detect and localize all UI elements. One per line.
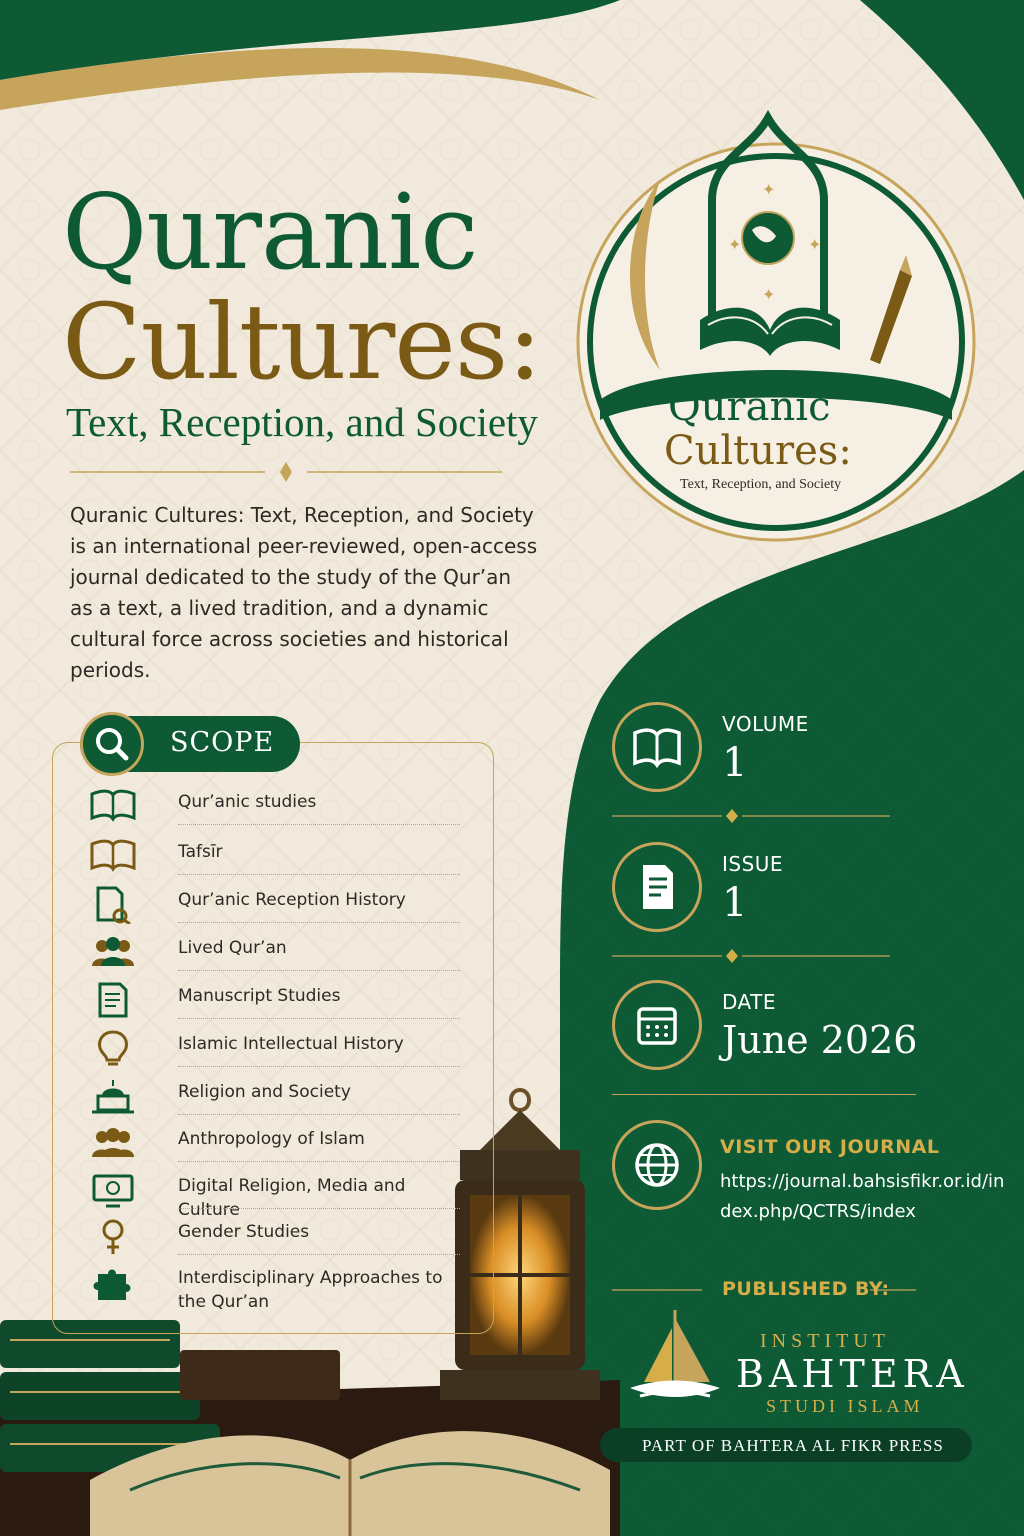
scope-item	[88, 888, 460, 936]
volume-value: 1	[722, 740, 748, 786]
dotted-divider	[178, 824, 460, 825]
scope-item-label: Religion and Society	[178, 1082, 351, 1102]
dotted-divider	[178, 1114, 460, 1115]
published-by-label: PUBLISHED BY:	[722, 1278, 890, 1300]
scope-item	[88, 936, 460, 984]
date-value: June 2026	[722, 1018, 918, 1062]
scope-item-label: Manuscript Studies	[178, 986, 341, 1006]
scope-item	[88, 790, 460, 838]
journal-url-link[interactable]: https://journal.bahsisfikr.or.id/index.php/QCTRS/index	[720, 1171, 1005, 1222]
dotted-divider	[178, 874, 460, 875]
issue-label: ISSUE	[722, 852, 784, 876]
ornament-divider	[612, 948, 890, 964]
scope-item	[88, 1080, 460, 1128]
document-search-icon	[88, 884, 138, 924]
scope-item-label: Lived Qur’an	[178, 938, 287, 958]
divider	[612, 1094, 916, 1095]
search-icon	[80, 712, 144, 776]
scope-item	[88, 840, 460, 888]
ornament-divider	[70, 460, 502, 484]
journal-description: Quranic Cultures: Text, Reception, and Society is an international peer-reviewed, open-access journal dedicated to the study of the Qur’an as a text, a lived tradition, and a dynamic cultural force across societies and historical periods.	[70, 503, 538, 682]
scope-item-label: Gender Studies	[178, 1222, 310, 1242]
calendar-icon	[612, 980, 702, 1070]
scope-item	[88, 984, 460, 1032]
svg-text:✦: ✦	[762, 180, 776, 199]
logo-title-line-2: Cultures:	[664, 428, 852, 474]
title-line-2: Cultures:	[62, 281, 542, 403]
svg-text:✦: ✦	[728, 235, 742, 254]
book-icon	[88, 836, 138, 876]
scope-item	[88, 1220, 460, 1268]
manuscript-icon	[88, 980, 138, 1020]
mosque-icon	[88, 1076, 138, 1116]
subtitle: Text, Reception, and Society	[66, 399, 538, 445]
publisher-name: BAHTERA	[736, 1352, 969, 1396]
volume-label: VOLUME	[722, 712, 809, 736]
scope-item-label: Tafsīr	[178, 842, 223, 862]
dotted-divider	[178, 970, 460, 971]
dotted-divider	[178, 1066, 460, 1067]
dotted-divider	[178, 1018, 460, 1019]
svg-text:✦: ✦	[808, 235, 822, 254]
monitor-globe-icon	[88, 1170, 138, 1210]
scope-title: SCOPE	[170, 727, 275, 758]
date-label: DATE	[722, 990, 777, 1014]
scope-item	[88, 1266, 460, 1314]
press-badge-text: PART OF BAHTERA AL FIKR PRESS	[642, 1436, 944, 1455]
svg-text:✦: ✦	[762, 285, 776, 304]
group-icon	[88, 1123, 138, 1163]
document-icon	[612, 842, 702, 932]
scope-item-label: Islamic Intellectual History	[178, 1034, 404, 1054]
scope-item-label: Anthropology of Islam	[178, 1129, 365, 1149]
scope-item-label: Qur’anic Reception History	[178, 890, 406, 910]
publisher-institut: INSTITUT	[760, 1330, 890, 1352]
ornament-divider	[612, 808, 890, 824]
logo-subtitle: Text, Reception, and Society	[680, 477, 842, 492]
title-line-1: Quranic	[62, 171, 478, 293]
issue-value: 1	[722, 880, 748, 926]
people-icon	[88, 932, 138, 972]
publisher-subtitle: STUDI ISLAM	[766, 1396, 924, 1416]
dotted-divider	[178, 1208, 460, 1209]
dotted-divider	[178, 1254, 460, 1255]
open-book-icon	[88, 786, 138, 826]
scope-item-label: Qur’anic studies	[178, 792, 317, 812]
puzzle-icon	[88, 1262, 138, 1302]
gender-icon	[88, 1216, 138, 1256]
book-icon	[612, 702, 702, 792]
logo-title-line-1: Quranic	[668, 384, 831, 430]
scope-item	[88, 1127, 460, 1175]
scope-item	[88, 1032, 460, 1080]
dotted-divider	[178, 922, 460, 923]
globe-icon	[612, 1120, 702, 1210]
dotted-divider	[178, 1161, 460, 1162]
ship-logo-icon	[620, 1304, 730, 1414]
scope-item-label: Digital Religion, Media and Culture	[178, 1176, 406, 1220]
scope-item	[88, 1174, 460, 1222]
scope-item-label: Interdisciplinary Approaches to the Qur’an	[178, 1268, 443, 1312]
visit-journal-label: VISIT OUR JOURNAL	[720, 1136, 940, 1158]
lightbulb-icon	[88, 1028, 138, 1068]
